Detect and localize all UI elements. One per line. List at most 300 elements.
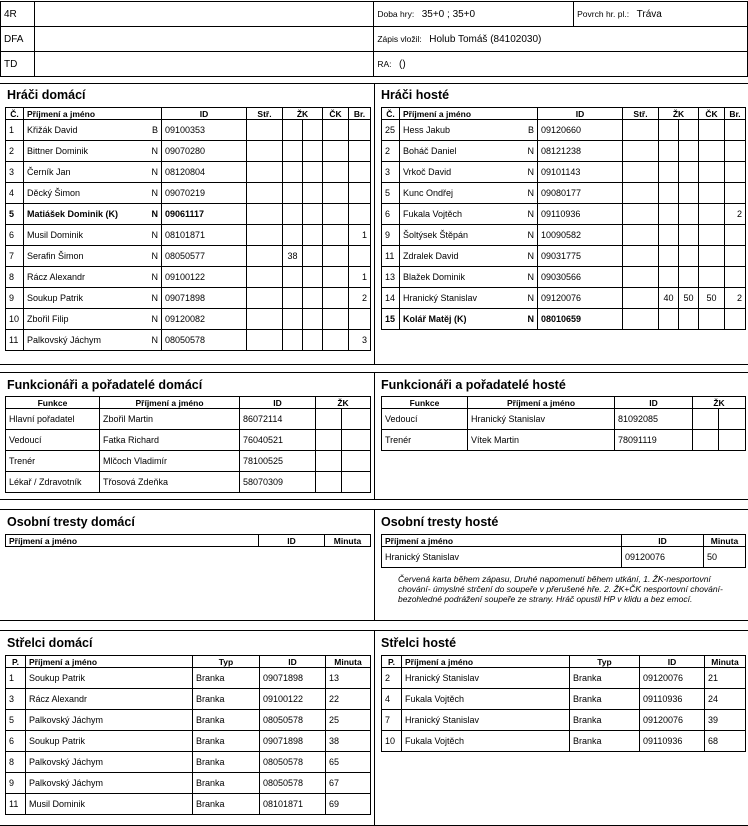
cell-id: 09100122 xyxy=(162,267,247,288)
cell-str xyxy=(247,246,283,267)
table-row xyxy=(6,451,371,472)
cell-name: Mlčoch Vladimír xyxy=(100,451,240,472)
col-header: Stř. xyxy=(247,108,283,120)
cell-name xyxy=(400,309,538,330)
cell-name xyxy=(400,225,538,246)
cell-zk2 xyxy=(679,204,699,225)
cell-zk1 xyxy=(693,430,719,451)
player-name: Musil Dominik xyxy=(27,230,84,240)
cell-zk2 xyxy=(679,183,699,204)
player-name: Rácz Alexandr xyxy=(27,272,86,282)
player-type: N xyxy=(527,146,534,156)
cell-id: 08050578 xyxy=(260,752,326,773)
cell-br xyxy=(725,267,746,288)
table-row xyxy=(6,204,371,225)
cell-typ: Branka xyxy=(193,689,260,710)
cell-zk2 xyxy=(342,409,371,430)
cell-name xyxy=(24,120,162,141)
penalty-id: 09120076 xyxy=(622,547,704,568)
info-code: 4R xyxy=(1,2,35,27)
col-header: Příjmení a jméno xyxy=(24,108,162,120)
cell-typ: Branka xyxy=(193,731,260,752)
cell-zk1 xyxy=(316,472,342,493)
col-header: Br. xyxy=(725,108,746,120)
table-row xyxy=(6,710,371,731)
cell-name xyxy=(400,246,538,267)
col-header: Funkce xyxy=(6,397,100,409)
table-row xyxy=(382,267,746,288)
cell-id: 09100353 xyxy=(162,120,247,141)
player-name: Děcký Šimon xyxy=(27,188,81,198)
player-name: Kolář Matěj (K) xyxy=(403,314,467,324)
player-type: N xyxy=(151,230,158,240)
table-row xyxy=(6,309,371,330)
col-header: Minuta xyxy=(326,656,371,668)
col-header: P. xyxy=(6,656,26,668)
cell-br xyxy=(725,162,746,183)
table-row xyxy=(382,204,746,225)
cell-str xyxy=(623,204,659,225)
col-header: ID xyxy=(615,397,693,409)
cell-ck xyxy=(323,225,349,246)
cell-zk1 xyxy=(283,330,303,351)
cell-id: 09120076 xyxy=(640,668,705,689)
cell-id: 86072114 xyxy=(240,409,316,430)
table-row xyxy=(382,162,746,183)
cell-zk1 xyxy=(283,204,303,225)
player-type: N xyxy=(527,167,534,177)
cell-ck xyxy=(699,120,725,141)
cell-name: Fatka Richard xyxy=(100,430,240,451)
cell-name: Palkovský Jáchym xyxy=(26,752,193,773)
col-header: ŽK xyxy=(693,397,746,409)
cell-n: 5 xyxy=(382,183,400,204)
cell-br xyxy=(725,246,746,267)
table-row xyxy=(6,246,371,267)
cell-id: 08050578 xyxy=(162,330,247,351)
cell-zk1 xyxy=(283,225,303,246)
cell-ck xyxy=(699,246,725,267)
cell-n: 11 xyxy=(6,330,24,351)
cell-name: Musil Dominik xyxy=(26,794,193,815)
cell-zk1 xyxy=(693,409,719,430)
cell-ck xyxy=(323,288,349,309)
cell-n: 5 xyxy=(6,204,24,225)
player-type: N xyxy=(151,293,158,303)
cell-name xyxy=(400,120,538,141)
cell-p: 2 xyxy=(382,668,402,689)
cell-br xyxy=(349,183,371,204)
table-row xyxy=(6,794,371,815)
cell-zk1 xyxy=(283,288,303,309)
cell-br xyxy=(725,309,746,330)
cell-name xyxy=(24,183,162,204)
cell-id: 08010659 xyxy=(538,309,623,330)
cell-id: 76040521 xyxy=(240,430,316,451)
cell-name: Hranický Stanislav xyxy=(402,668,570,689)
officials-home-body xyxy=(6,409,371,493)
cell-id: 09071898 xyxy=(260,731,326,752)
cell-zk2 xyxy=(719,430,746,451)
info-value: () xyxy=(399,58,406,70)
cell-n: 10 xyxy=(6,309,24,330)
cell-br: 2 xyxy=(349,288,371,309)
officials-away-table xyxy=(381,396,746,451)
penalty-name: Hranický Stanislav xyxy=(382,547,622,568)
player-type: N xyxy=(527,209,534,219)
player-type: B xyxy=(151,125,158,135)
col-header: Příjmení a jméno xyxy=(26,656,193,668)
cell-str xyxy=(247,204,283,225)
cell-id: 09120082 xyxy=(162,309,247,330)
cell-p: 8 xyxy=(6,752,26,773)
info-label: Povrch hr. pl.: xyxy=(577,8,630,19)
player-type: N xyxy=(151,188,158,198)
cell-ck xyxy=(699,225,725,246)
col-header: ŽK xyxy=(316,397,371,409)
cell-str xyxy=(623,267,659,288)
cell-str xyxy=(623,288,659,309)
table-row xyxy=(382,689,746,710)
cell-id: 08050577 xyxy=(162,246,247,267)
penalties-home-title: Osobní tresty domácí xyxy=(7,515,135,529)
info-label: Doba hry: xyxy=(377,8,415,19)
cell-ck xyxy=(323,309,349,330)
cell-ck xyxy=(699,183,725,204)
info-code: TD xyxy=(1,52,35,77)
table-row xyxy=(6,267,371,288)
cell-zk1 xyxy=(316,451,342,472)
divider xyxy=(374,372,375,499)
cell-p: 6 xyxy=(6,731,26,752)
cell-id: 09110936 xyxy=(640,689,705,710)
cell-name xyxy=(400,288,538,309)
cell-ck xyxy=(699,267,725,288)
cell-name: Fukala Vojtěch xyxy=(402,731,570,752)
penalty-minute: 50 xyxy=(704,547,746,568)
cell-zk1 xyxy=(316,409,342,430)
cell-ck xyxy=(323,183,349,204)
scorers-home-body xyxy=(6,668,371,815)
cell-str xyxy=(247,120,283,141)
cell-str xyxy=(623,183,659,204)
cell-name: Třosová Zdeňka xyxy=(100,472,240,493)
table-row xyxy=(382,710,746,731)
cell-id: 09031775 xyxy=(538,246,623,267)
cell-id: 81092085 xyxy=(615,409,693,430)
player-type: N xyxy=(527,188,534,198)
player-name: Hess Jakub xyxy=(403,125,451,135)
col-header: ID xyxy=(259,535,325,547)
cell-ck xyxy=(323,330,349,351)
cell-br xyxy=(725,141,746,162)
penalties-home-table xyxy=(5,534,371,547)
player-name: Palkovský Jáchym xyxy=(27,335,102,345)
cell-min: 24 xyxy=(705,689,746,710)
cell-br xyxy=(349,162,371,183)
col-header: P. xyxy=(382,656,402,668)
cell-zk2 xyxy=(679,120,699,141)
cell-name: Vítek Martin xyxy=(468,430,615,451)
cell-ck xyxy=(699,141,725,162)
cell-br: 3 xyxy=(349,330,371,351)
table-row xyxy=(6,225,371,246)
player-name: Vrkoč David xyxy=(403,167,452,177)
cell-zk1 xyxy=(659,204,679,225)
cell-typ: Branka xyxy=(570,731,640,752)
table-row xyxy=(6,773,371,794)
info-label: Zápis vložil: xyxy=(377,33,422,44)
players-away-table xyxy=(381,107,746,330)
cell-name xyxy=(24,225,162,246)
cell-zk2 xyxy=(679,267,699,288)
cell-name: Soukup Patrik xyxy=(26,731,193,752)
cell-min: 68 xyxy=(705,731,746,752)
col-header: ID xyxy=(538,108,623,120)
cell-str xyxy=(247,288,283,309)
cell-typ: Branka xyxy=(193,668,260,689)
cell-id: 09120660 xyxy=(538,120,623,141)
cell-ck xyxy=(323,141,349,162)
cell-n: 2 xyxy=(6,141,24,162)
table-row xyxy=(382,225,746,246)
cell-zk1: 38 xyxy=(283,246,303,267)
cell-zk2: 50 xyxy=(679,288,699,309)
col-header: Minuta xyxy=(705,656,746,668)
cell-br: 1 xyxy=(349,225,371,246)
cell-str xyxy=(247,267,283,288)
col-header: Stř. xyxy=(623,108,659,120)
col-header: Br. xyxy=(349,108,371,120)
player-name: Fukala Vojtěch xyxy=(403,209,463,219)
cell-zk1 xyxy=(283,309,303,330)
cell-ck xyxy=(699,204,725,225)
cell-str xyxy=(623,141,659,162)
divider xyxy=(374,630,375,825)
cell-name xyxy=(24,246,162,267)
cell-typ: Branka xyxy=(193,710,260,731)
cell-min: 13 xyxy=(326,668,371,689)
cell-name xyxy=(24,309,162,330)
cell-name: Zbořil Martin xyxy=(100,409,240,430)
cell-str xyxy=(247,330,283,351)
player-name: Serafin Šimon xyxy=(27,251,84,261)
cell-zk2 xyxy=(303,183,323,204)
cell-min: 65 xyxy=(326,752,371,773)
table-row xyxy=(6,668,371,689)
officials-away-body xyxy=(382,409,746,451)
cell-min: 69 xyxy=(326,794,371,815)
cell-id: 08050578 xyxy=(260,710,326,731)
cell-zk1 xyxy=(316,430,342,451)
cell-min: 39 xyxy=(705,710,746,731)
cell-typ: Branka xyxy=(570,689,640,710)
cell-str xyxy=(623,162,659,183)
divider xyxy=(374,509,375,620)
cell-typ: Branka xyxy=(570,668,640,689)
cell-ck xyxy=(323,162,349,183)
cell-zk1 xyxy=(659,162,679,183)
cell-ck xyxy=(323,246,349,267)
cell-f: Trenér xyxy=(382,430,468,451)
scorers-away-title: Střelci hosté xyxy=(381,636,457,650)
cell-zk1 xyxy=(283,141,303,162)
cell-zk2 xyxy=(679,141,699,162)
cell-zk2 xyxy=(303,225,323,246)
cell-name xyxy=(400,267,538,288)
divider xyxy=(374,83,375,364)
cell-str xyxy=(247,225,283,246)
cell-zk1 xyxy=(659,267,679,288)
col-header: Minuta xyxy=(325,535,371,547)
scorers-away-body xyxy=(382,668,746,752)
cell-min: 67 xyxy=(326,773,371,794)
cell-name: Palkovský Jáchym xyxy=(26,710,193,731)
cell-br xyxy=(349,120,371,141)
players-away-title: Hráči hosté xyxy=(381,88,450,102)
cell-name xyxy=(24,288,162,309)
player-name: Boháč Daniel xyxy=(403,146,457,156)
cell-name xyxy=(24,330,162,351)
cell-min: 25 xyxy=(326,710,371,731)
cell-br xyxy=(349,141,371,162)
player-type: N xyxy=(151,335,158,345)
players-home-table xyxy=(5,107,371,351)
cell-ck xyxy=(323,204,349,225)
player-name: Soukup Patrik xyxy=(27,293,84,303)
cell-zk2 xyxy=(679,225,699,246)
cell-f: Hlavní pořadatel xyxy=(6,409,100,430)
cell-br xyxy=(725,225,746,246)
officials-away-title: Funkcionáři a pořadatelé hosté xyxy=(381,378,566,392)
cell-br: 2 xyxy=(725,204,746,225)
table-row xyxy=(6,731,371,752)
officials-home-table xyxy=(5,396,371,493)
cell-str xyxy=(623,225,659,246)
cell-zk1 xyxy=(283,120,303,141)
cell-n: 25 xyxy=(382,120,400,141)
cell-id: 10090582 xyxy=(538,225,623,246)
cell-name xyxy=(400,204,538,225)
cell-n: 14 xyxy=(382,288,400,309)
cell-id: 09120076 xyxy=(538,288,623,309)
cell-zk2 xyxy=(303,267,323,288)
cell-n: 9 xyxy=(382,225,400,246)
cell-id: 08050578 xyxy=(260,773,326,794)
table-row xyxy=(6,330,371,351)
cell-zk2 xyxy=(679,162,699,183)
cell-id: 08120804 xyxy=(162,162,247,183)
col-header: ČK xyxy=(323,108,349,120)
penalties-away-title: Osobní tresty hosté xyxy=(381,515,499,529)
cell-id: 08101871 xyxy=(260,794,326,815)
col-header: ŽK xyxy=(283,108,323,120)
cell-zk2 xyxy=(303,330,323,351)
cell-br xyxy=(349,309,371,330)
players-home-title: Hráči domácí xyxy=(7,88,86,102)
match-info-table xyxy=(0,1,748,77)
cell-min: 38 xyxy=(326,731,371,752)
cell-n: 6 xyxy=(382,204,400,225)
cell-zk2 xyxy=(303,120,323,141)
table-row xyxy=(6,689,371,710)
scorers-home-title: Střelci domácí xyxy=(7,636,93,650)
cell-ck xyxy=(323,120,349,141)
table-row xyxy=(382,246,746,267)
cell-f: Vedoucí xyxy=(6,430,100,451)
cell-br: 1 xyxy=(349,267,371,288)
table-row xyxy=(6,430,371,451)
cell-name xyxy=(400,162,538,183)
cell-id: 09061117 xyxy=(162,204,247,225)
cell-typ: Branka xyxy=(193,752,260,773)
cell-min: 21 xyxy=(705,668,746,689)
col-header: Příjmení a jméno xyxy=(402,656,570,668)
cell-name: Hranický Stanislav xyxy=(468,409,615,430)
cell-id: 09101143 xyxy=(538,162,623,183)
cell-id: 09070219 xyxy=(162,183,247,204)
cell-name: Rácz Alexandr xyxy=(26,689,193,710)
cell-f: Vedoucí xyxy=(382,409,468,430)
cell-f: Lékař / Zdravotník xyxy=(6,472,100,493)
cell-id: 58070309 xyxy=(240,472,316,493)
player-name: Blažek Dominik xyxy=(403,272,466,282)
info-value: 35+0 ; 35+0 xyxy=(421,8,476,20)
cell-zk1 xyxy=(283,162,303,183)
cell-name: Fukala Vojtěch xyxy=(402,689,570,710)
cell-n: 6 xyxy=(6,225,24,246)
col-header: Funkce xyxy=(382,397,468,409)
cell-n: 15 xyxy=(382,309,400,330)
cell-id: 09070280 xyxy=(162,141,247,162)
cell-str xyxy=(623,246,659,267)
cell-ck xyxy=(699,162,725,183)
col-header: Typ xyxy=(570,656,640,668)
table-row xyxy=(382,731,746,752)
cell-id: 78100525 xyxy=(240,451,316,472)
cell-zk1 xyxy=(659,141,679,162)
cell-id: 09071898 xyxy=(260,668,326,689)
player-name: Hranický Stanislav xyxy=(403,293,478,303)
col-header: Příjmení a jméno xyxy=(6,535,259,547)
player-type: N xyxy=(527,272,534,282)
player-type: N xyxy=(151,209,158,219)
col-header: ŽK xyxy=(659,108,699,120)
cell-zk2 xyxy=(303,288,323,309)
cell-str xyxy=(247,162,283,183)
cell-p: 3 xyxy=(6,689,26,710)
player-type: N xyxy=(527,251,534,261)
player-name: Šoltýsek Štěpán xyxy=(403,230,469,240)
players-home-body xyxy=(6,120,371,351)
player-name: Kunc Ondřej xyxy=(403,188,454,198)
col-header: Příjmení a jméno xyxy=(382,535,622,547)
cell-ck xyxy=(323,267,349,288)
cell-br xyxy=(349,246,371,267)
cell-zk2 xyxy=(303,141,323,162)
cell-p: 10 xyxy=(382,731,402,752)
col-header: Příjmení a jméno xyxy=(100,397,240,409)
cell-zk1 xyxy=(283,267,303,288)
player-type: N xyxy=(527,230,534,240)
cell-n: 3 xyxy=(6,162,24,183)
cell-zk2 xyxy=(303,162,323,183)
cell-p: 11 xyxy=(6,794,26,815)
cell-str xyxy=(623,120,659,141)
player-type: N xyxy=(527,314,534,324)
player-type: N xyxy=(151,146,158,156)
cell-zk2 xyxy=(342,472,371,493)
